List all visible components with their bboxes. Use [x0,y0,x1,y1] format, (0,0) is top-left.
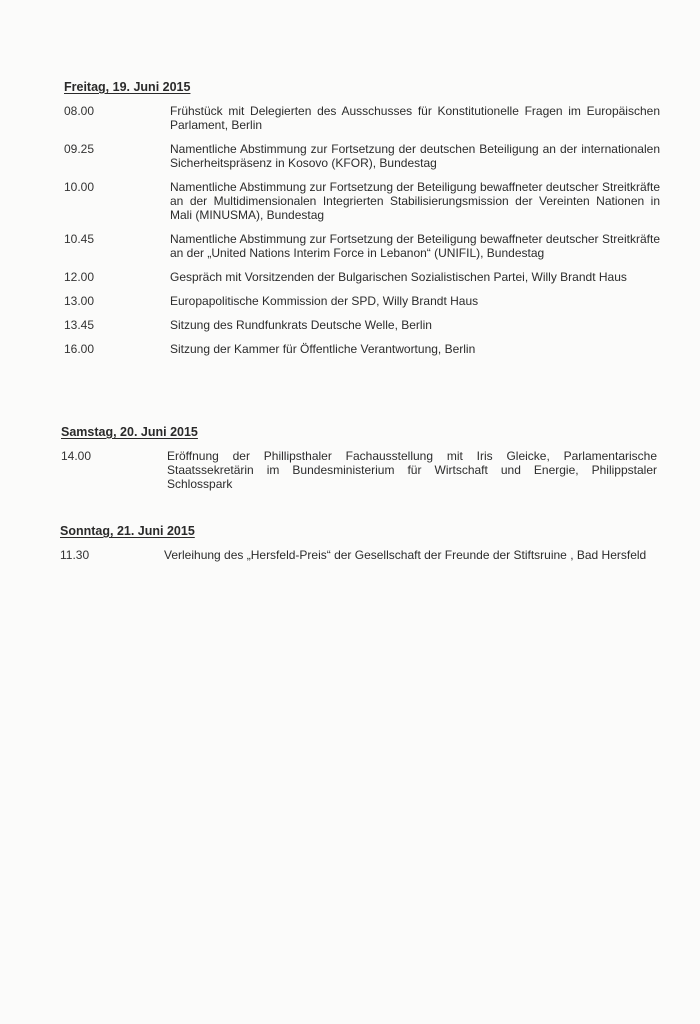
schedule-entry [64,342,660,356]
entry-description: Frühstück mit Delegierten des Ausschusses für Konstitutionelle Fragen im Europäischen Parlament, Berlin [170,104,660,132]
entry-time: 13.45 [64,318,95,332]
schedule-entry [64,294,660,308]
entry-description: Namentliche Abstimmung zur Fortsetzung der Beteiligung bewaffneter deutscher Streitkräfte an der „United Nations Interim Force in Lebanon“ (UNIFIL), Bundestag [170,232,660,260]
day-heading: Samstag, 20. Juni 2015 [61,425,198,439]
schedule-entry [61,449,657,491]
entry-time: 14.00 [61,449,92,463]
day-heading: Freitag, 19. Juni 2015 [64,80,191,94]
entry-time: 10.00 [64,180,95,194]
schedule-entry [64,232,660,260]
day-heading: Sonntag, 21. Juni 2015 [60,524,195,538]
schedule-entry [60,548,656,562]
entry-time: 16.00 [64,342,95,356]
schedule-entry [64,142,660,170]
entry-description: Namentliche Abstimmung zur Fortsetzung der Beteiligung bewaffneter deutscher Streitkräfte an der Multidimensionalen Integrierten Stabilisierungsmission der Vereinten Nationen in Mali (MINUSMA), Bundestag [170,180,660,222]
day-section-saturday [61,425,657,501]
day-section-sunday [60,524,656,572]
entry-description: Eröffnung der Phillipsthaler Fachausstellung mit Iris Gleicke, Parlamentarische Staatssekretärin im Bundesministerium für Wirtschaft und Energie, Philippstaler Schlosspark [167,449,657,491]
entry-description: Sitzung des Rundfunkrats Deutsche Welle, Berlin [170,318,432,332]
schedule-entry [64,318,660,332]
schedule-entry [64,104,660,132]
entry-description: Namentliche Abstimmung zur Fortsetzung der deutschen Beteiligung an der internationalen Sicherheitspräsenz in Kosovo (KFOR), Bundestag [170,142,660,170]
entry-time: 08.00 [64,104,95,118]
entry-time: 12.00 [64,270,95,284]
entry-description: Gespräch mit Vorsitzenden der Bulgarischen Sozialistischen Partei, Willy Brandt Haus [170,270,627,284]
entry-time: 10.45 [64,232,95,246]
schedule-entry [64,180,660,222]
entry-time: 11.30 [60,548,90,562]
entry-time: 13.00 [64,294,95,308]
entry-description: Europapolitische Kommission der SPD, Willy Brandt Haus [170,294,479,308]
entry-time: 09.25 [64,142,95,156]
entry-description: Verleihung des „Hersfeld-Preis“ der Gesellschaft der Freunde der Stiftsruine , Bad Hersfeld [164,548,647,562]
day-section-friday [64,80,660,366]
entry-description: Sitzung der Kammer für Öffentliche Verantwortung, Berlin [170,342,476,356]
schedule-entry [64,270,660,284]
